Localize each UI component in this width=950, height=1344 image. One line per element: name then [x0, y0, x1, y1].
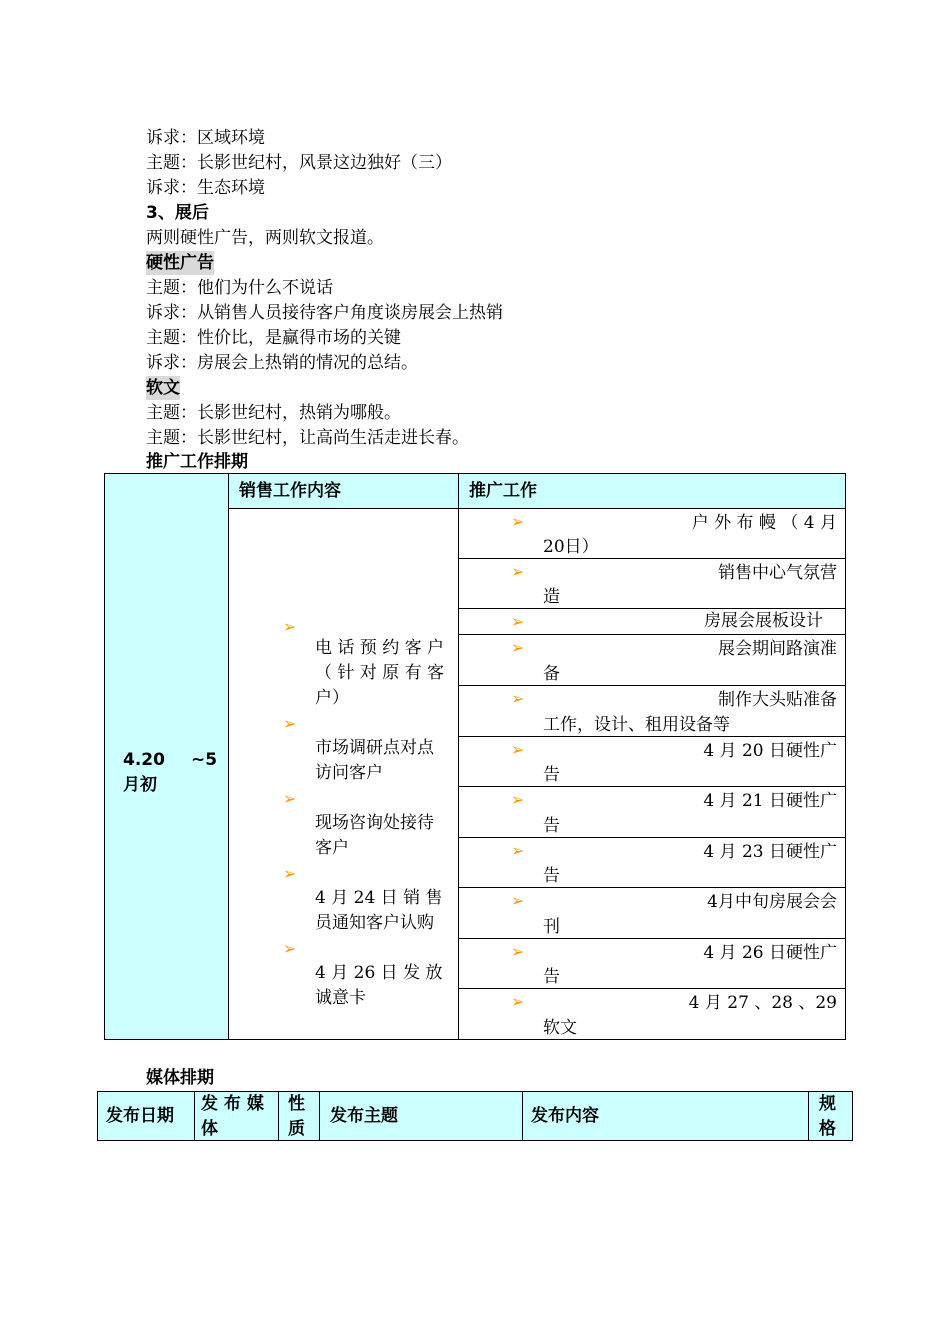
promo-item-6-line-2: 告	[543, 765, 560, 785]
media-schedule-table	[97, 1091, 853, 1141]
appeal-line-4: 诉求：房展会上热销的情况的总结。	[146, 353, 418, 373]
promo-row-1	[458, 508, 846, 559]
sales-item-1-line-3: 户）	[315, 688, 349, 708]
sales-item-4-line-1: 4 月 24 日 销 售	[315, 888, 443, 908]
bullet-arrow-icon: ➢	[511, 638, 525, 657]
bullet-arrow-icon: ➢	[511, 740, 525, 759]
bullet-arrow-icon: ➢	[511, 790, 525, 809]
schedule-title: 推广工作排期	[146, 452, 248, 472]
sales-item-1-line-2: （ 针 对 原 有 客	[315, 663, 445, 683]
promo-item-1-line-2: 20日）	[543, 537, 599, 557]
promo-row-7	[458, 786, 846, 838]
promo-item-9-line-2: 刊	[543, 917, 560, 937]
period-cell	[104, 473, 229, 1040]
promo-header-cell	[458, 473, 846, 509]
sales-header: 销售工作内容	[239, 481, 341, 501]
bullet-arrow-icon: ➢	[283, 789, 297, 808]
appeal-line-2: 诉求：生态环境	[146, 178, 265, 198]
promo-item-7-line-1: 4 月 21 日硬性广	[703, 791, 837, 811]
promo-item-11-line-1: 4 月 27 、28 、29	[688, 993, 837, 1013]
bullet-arrow-icon: ➢	[511, 992, 525, 1011]
media-header-content	[522, 1091, 809, 1141]
media-header-nature	[278, 1091, 320, 1141]
appeal-line-3: 诉求：从销售人员接待客户角度谈房展会上热销	[146, 303, 503, 323]
sales-item-3-line-2: 客户	[315, 838, 349, 858]
bullet-arrow-icon: ➢	[511, 612, 525, 631]
media-header-spec-line-2: 格	[819, 1119, 836, 1139]
promo-item-4-line-1: 展会期间路演准	[718, 639, 837, 659]
sales-item-4-line-2: 员通知客户认购	[315, 913, 434, 933]
promo-item-10-line-1: 4 月 26 日硬性广	[703, 943, 837, 963]
promo-item-5-line-1: 制作大头贴准备	[718, 690, 837, 710]
media-header-spec	[808, 1091, 853, 1141]
promo-row-6	[458, 736, 846, 787]
bullet-arrow-icon: ➢	[511, 512, 525, 531]
sales-item-1-line-1: 电 话 预 约 客 户	[315, 638, 445, 658]
theme-line-5: 主题：长影世纪村，让高尚生活走进长春。	[146, 428, 469, 448]
hard-ad-heading: 硬性广告	[146, 253, 214, 273]
sales-header-cell	[228, 473, 459, 509]
bullet-arrow-icon: ➢	[283, 714, 297, 733]
promo-row-9	[458, 887, 846, 939]
appeal-line-1: 诉求：区域环境	[146, 128, 265, 148]
promo-item-1-line-1: 户 外 布 幔 （ 4 月	[691, 513, 837, 533]
bullet-arrow-icon: ➢	[511, 841, 525, 860]
promo-item-2-line-1: 销售中心气氛营	[718, 563, 837, 583]
bullet-arrow-icon: ➢	[283, 864, 297, 883]
sales-item-2-line-2: 访问客户	[315, 763, 383, 783]
media-header-theme	[319, 1091, 523, 1141]
section-heading-post-exhibition: 3、展后	[146, 203, 209, 223]
promo-row-10	[458, 938, 846, 989]
promo-item-8-line-2: 告	[543, 866, 560, 886]
media-header-medium	[194, 1091, 279, 1141]
promo-item-11-line-2: 软文	[543, 1018, 577, 1038]
promotion-schedule-table	[104, 473, 846, 1040]
promo-item-6-line-1: 4 月 20 日硬性广	[703, 741, 837, 761]
media-header-nature-line-2: 质	[288, 1119, 305, 1139]
media-header-date-label: 发布日期	[106, 1106, 174, 1126]
promo-row-3	[458, 608, 846, 635]
soft-article-heading: 软文	[146, 378, 180, 398]
media-header-medium-line-2: 体	[201, 1119, 218, 1139]
theme-line-2: 主题：他们为什么不说话	[146, 278, 333, 298]
bullet-arrow-icon: ➢	[511, 689, 525, 708]
promo-item-7-line-2: 告	[543, 816, 560, 836]
post-exhibition-summary: 两则硬性广告，两则软文报道。	[146, 228, 384, 248]
promo-row-5	[458, 685, 846, 737]
sales-item-3-line-1: 现场咨询处接待	[315, 813, 434, 833]
media-header-content-label: 发布内容	[531, 1106, 599, 1126]
promo-row-4	[458, 634, 846, 686]
bullet-arrow-icon: ➢	[511, 891, 525, 910]
promo-item-9-line-1: 4月中旬房展会会	[707, 892, 837, 912]
theme-line-4: 主题：长影世纪村，热销为哪般。	[146, 403, 401, 423]
promo-row-2	[458, 558, 846, 609]
media-header-date	[97, 1091, 195, 1141]
media-header-spec-line-1: 规	[819, 1094, 836, 1114]
media-header-theme-label: 发布主题	[330, 1106, 398, 1126]
sales-item-2-line-1: 市场调研点对点	[315, 738, 434, 758]
media-header-nature-line-1: 性	[288, 1094, 305, 1114]
promo-item-10-line-2: 告	[543, 967, 560, 987]
promo-header: 推广工作	[469, 481, 537, 501]
theme-line-1: 主题：长影世纪村，风景这边独好（三）	[146, 153, 452, 173]
promo-row-8	[458, 837, 846, 888]
bullet-arrow-icon: ➢	[283, 617, 297, 636]
promo-item-3-line-1: 房展会展板设计	[704, 611, 823, 631]
sales-content-cell	[228, 508, 459, 1040]
period-start: 4.20	[123, 750, 165, 770]
promo-item-5-line-2: 工作，设计、租用设备等	[543, 715, 730, 735]
sales-item-5-line-1: 4 月 26 日 发 放	[315, 963, 443, 983]
promo-item-8-line-1: 4 月 23 日硬性广	[703, 842, 837, 862]
bullet-arrow-icon: ➢	[511, 942, 525, 961]
bullet-arrow-icon: ➢	[511, 562, 525, 581]
promo-row-11	[458, 988, 846, 1040]
theme-line-3: 主题：性价比，是赢得市场的关键	[146, 328, 401, 348]
media-header-medium-line-1: 发 布 媒	[201, 1094, 264, 1114]
period-early-month: 月初	[123, 775, 157, 795]
sales-item-5-line-2: 诚意卡	[315, 988, 366, 1008]
promo-item-4-line-2: 备	[543, 664, 560, 684]
period-end: ~5	[191, 750, 218, 770]
bullet-arrow-icon: ➢	[283, 939, 297, 958]
promo-item-2-line-2: 造	[543, 587, 560, 607]
media-schedule-title: 媒体排期	[146, 1068, 214, 1088]
